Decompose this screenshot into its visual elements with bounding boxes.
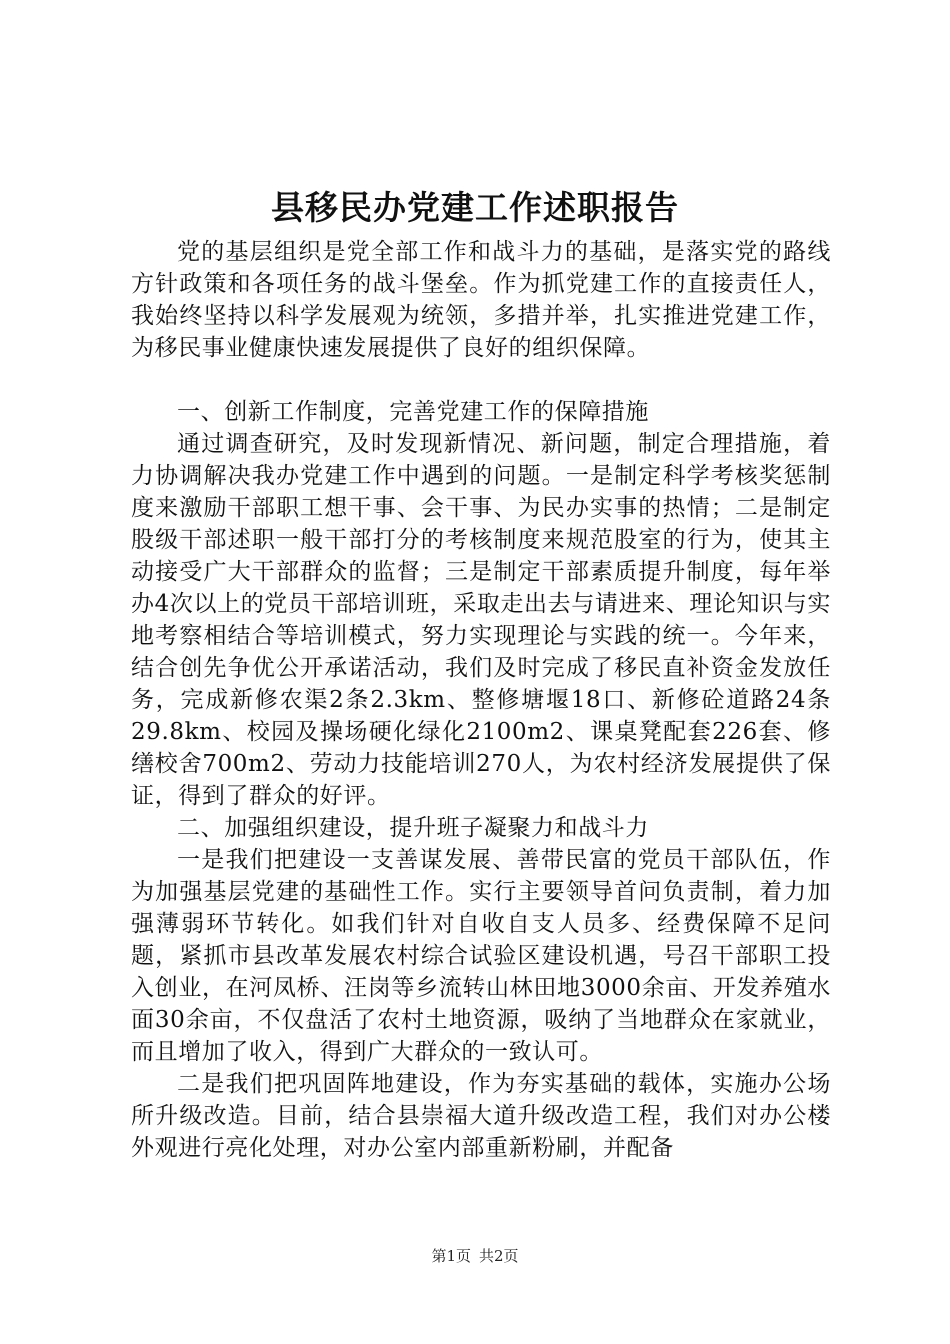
document-body <box>131 236 831 1164</box>
section-heading-2: 二、加强组织建设，提升班子凝聚力和战斗力 <box>177 815 649 841</box>
section-heading-1: 一、创新工作制度，完善党建工作的保障措施 <box>177 399 649 425</box>
paragraph-spacer <box>131 364 831 396</box>
paragraph-section-1: 通过调查研究，及时发现新情况、新问题，制定合理措施，着力协调解决我办党建工作中遇到的问题。一是制定科学考核奖惩制度来激励干部职工想干事、会干事、为民办实事的热情；二是制定股级干部述职一般干部打分的考核制度来规范股室的行为，使其主动接受广大干部群众的监督；三是制定干部素质提升制度，每年举办4次以上的党员干部培训班，采取走出去与请进来、理论知识与实地考察相结合等培训模式，努力实现理论与实践的统一。今年来，结合创先争优公开承诺活动，我们及时完成了移民直补资金发放任务，完成新修农渠2条2.3km、整修塘堰18口、新修砼道路24条29.8km、校园及操场硬化绿化2100m2、课桌凳配套226套、修缮校舍700m2、劳动力技能培训270人，为农村经济发展提供了保证，得到了群众的好评。 <box>131 431 831 809</box>
page-total: 共2页 <box>479 1247 519 1265</box>
paragraph-section-2-b: 二是我们把巩固阵地建设，作为夯实基础的载体，实施办公场所升级改造。目前，结合县崇福大道升级改造工程，我们对办公楼外观进行亮化处理，对办公室内部重新粉刷，并配备 <box>131 1071 831 1161</box>
page-footer <box>0 1246 950 1266</box>
document-title: 县移民办党建工作述职报告 <box>271 188 679 227</box>
paragraph-intro: 党的基层组织是党全部工作和战斗力的基础，是落实党的路线方针政策和各项任务的战斗堡垒。作为抓党建工作的直接责任人，我始终坚持以科学发展观为统领，多措并举，扎实推进党建工作，为移民事业健康快速发展提供了良好的组织保障。 <box>131 239 831 361</box>
paragraph-section-2-a: 一是我们把建设一支善谋发展、善带民富的党员干部队伍，作为加强基层党建的基础性工作。实行主要领导首问负责制，着力加强薄弱环节转化。如我们针对自收自支人员多、经费保障不足问题，紧抓市县改革发展农村综合试验区建设机遇，号召干部职工投入创业，在河凤桥、汪岗等乡流转山林田地3000余亩、开发养殖水面30余亩，不仅盘活了农村土地资源，吸纳了当地群众在家就业，而且增加了收入，得到广大群众的一致认可。 <box>131 847 831 1065</box>
page-number: 第1页 <box>431 1247 471 1265</box>
